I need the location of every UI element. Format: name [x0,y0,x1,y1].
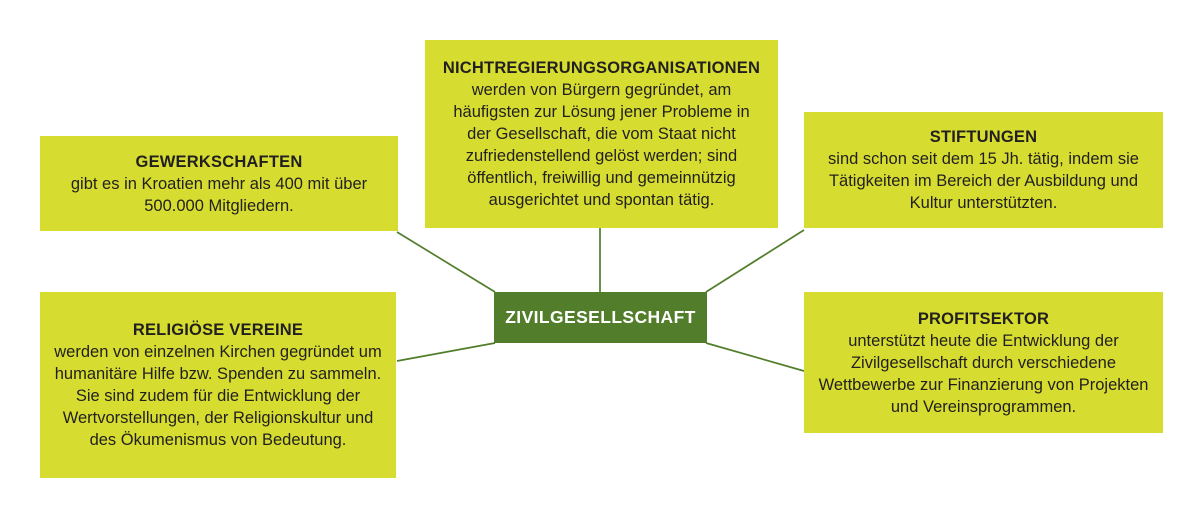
node-stiftungen-title: STIFTUNGEN [929,128,1038,146]
node-profitsektor-body: unterstützt heute die Entwicklung der Zivilgesellschaft durch verschiedene Wettbewerbe zur Finanzierung von Projekten und Vereinsprogrammen. [818,331,1149,416]
node-religioese-vereine [40,292,396,478]
node-gewerkschaften [40,136,398,231]
connector-stiftungen [706,230,804,292]
connector-religioese-vereine [397,343,495,361]
node-gewerkschaften-title: GEWERKSCHAFTEN [135,152,303,171]
node-religioese-vereine-body: werden von einzelnen Kirchen gegründet um humanitäre Hilfe bzw. Spenden zu sammeln. Sie sind zudem für die Entwicklung der Wertvorstellungen, der Religionskultur und des Ökumenismus von Bedeutung. [54,343,382,449]
node-gewerkschaften-body: gibt es in Kroatien mehr als 400 mit über 500.000 Mitgliedern. [70,174,368,215]
connector-profitsektor [706,343,804,371]
node-nichtregierungsorganisationen [425,40,778,228]
node-stiftungen [804,112,1163,228]
center-node-zivilgesellschaft [494,292,707,343]
center-node-label: ZIVILGESELLSCHAFT [505,307,696,327]
node-nichtregierungsorganisationen-body: werden von Bürgern gegründet, am häufigsten zur Lösung jener Probleme in der Gesellschaft, die vom Staat nicht zufriedenstellend gelöst werden; sind öffentlich, freiwillig und gemeinnützig ausgerichtet und spontan tätig. [453,81,750,209]
node-profitsektor-title: PROFITSEKTOR [917,309,1050,328]
node-stiftungen-body: sind schon seit dem 15 Jh. tätig, indem sie Tätigkeiten im Bereich der Ausbildung und Kultur unterstützten. [828,150,1139,212]
node-profitsektor [804,292,1163,433]
node-religioese-vereine-title: RELIGIÖSE VEREINE [132,321,304,339]
node-nichtregierungsorganisationen-title: NICHTREGIERUNGSORGANISATIONEN [442,59,761,77]
connector-gewerkschaften [397,232,495,292]
